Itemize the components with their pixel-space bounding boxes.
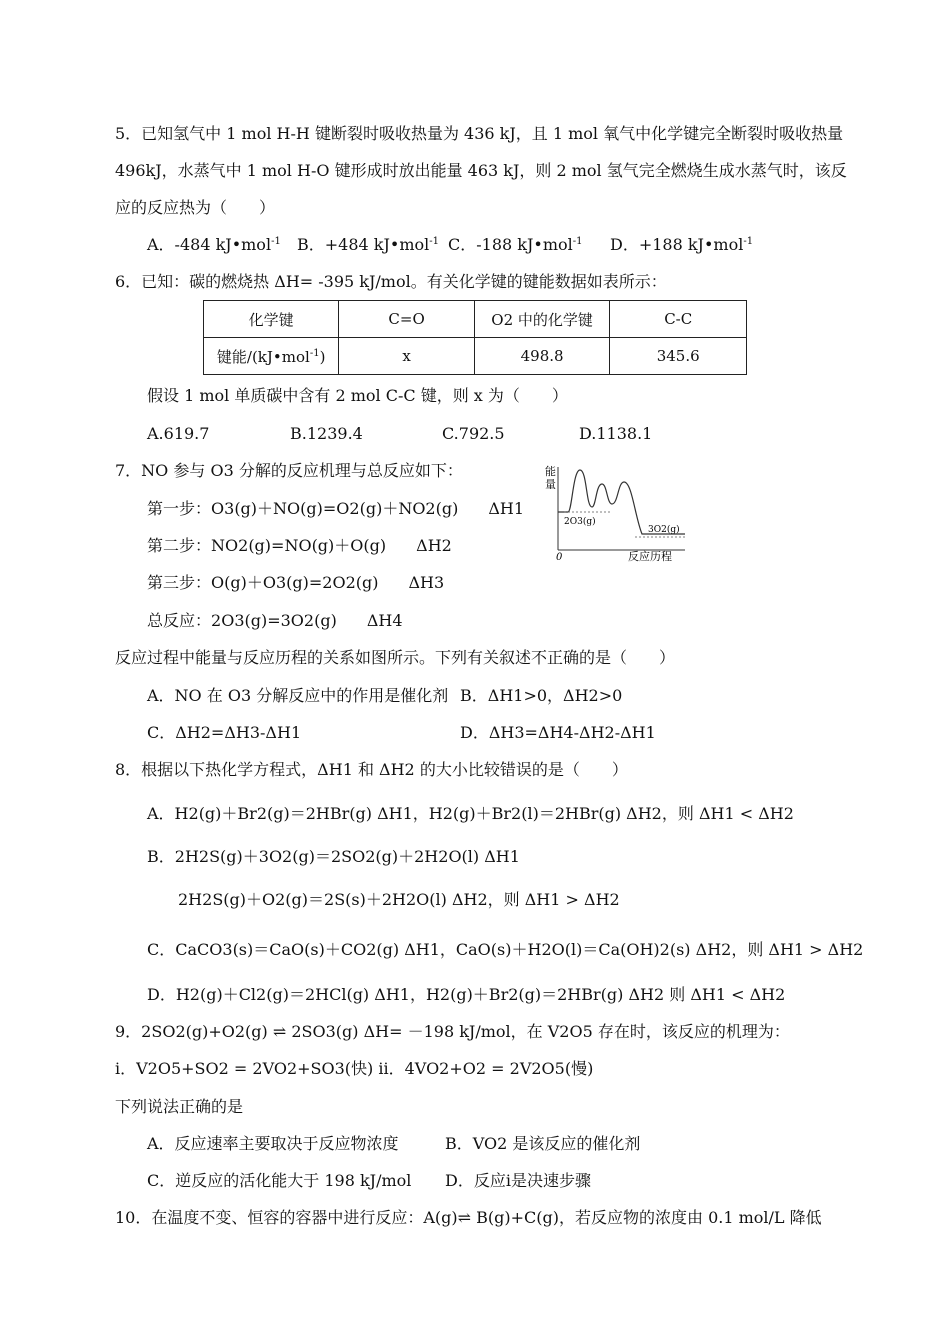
q5-line3: 应的反应热为（ ） — [115, 198, 276, 217]
q6-option-b: B.1239.4 — [290, 424, 363, 443]
table-row — [204, 338, 747, 375]
q6-line2: 假设 1 mol 单质碳中含有 2 mol C-C 键，则 x 为（ ） — [147, 386, 568, 405]
bond-energy-table — [203, 300, 747, 375]
q6-option-c: C.792.5 — [442, 424, 505, 443]
q9-option-b: B．VO2 是该反应的催化剂 — [445, 1134, 641, 1153]
q5-option-d: D．+188 kJ•mol$^{-1}$ — [610, 235, 754, 254]
q5-option-b: B．+484 kJ•mol$^{-1}$ — [297, 235, 440, 254]
q8-option-c: C．CaCO3(s)＝CaO(s)＋CO2(g) ΔH1，CaO(s)＋H2O(l)＝Ca(OH)2(s) ΔH2，则 ΔH1 > ΔH2 — [147, 940, 864, 959]
q9-option-c: C．逆反应的活化能大于 198 kJ/mol — [147, 1171, 412, 1190]
x-label: 反应历程 — [628, 550, 672, 562]
q9-line2: i．V2O5+SO2 = 2VO2+SO3(快) ii．4VO2+O2 = 2V2O5(慢) — [115, 1059, 594, 1078]
q5-line2: 496kJ，水蒸气中 1 mol H-O 键形成时放出能量 463 kJ，则 2 mol 氢气完全燃烧生成水蒸气时，该反 — [115, 161, 847, 180]
energy-profile-figure — [540, 462, 690, 562]
table-cell: x — [339, 338, 474, 375]
q9-option-a: A．反应速率主要取决于反应物浓度 — [147, 1134, 399, 1153]
q5-line1: 5．已知氢气中 1 mol H-H 键断裂时吸收热量为 436 kJ，且 1 mol 氧气中化学键完全断裂时吸收热量 — [115, 124, 844, 143]
q7-option-d: D．ΔH3=ΔH4-ΔH2-ΔH1 — [460, 723, 656, 742]
q7-line2: 反应过程中能量与反应历程的关系如图所示。下列有关叙述不正确的是（ ） — [115, 648, 676, 667]
q7-step-1: 第一步：O3(g)＋NO(g)=O2(g)＋NO2(g) ΔH1 — [147, 499, 525, 518]
q5-option-c: C．-188 kJ•mol$^{-1}$ — [448, 235, 583, 254]
q7-step-2: 第二步：NO2(g)=NO(g)＋O(g) ΔH2 — [147, 536, 452, 555]
q7-line1: 7．NO 参与 O3 分解的反应机理与总反应如下： — [115, 461, 463, 480]
table-row — [204, 301, 747, 338]
right-state-label: 3O2(g) — [648, 525, 680, 535]
q8-option-d: D．H2(g)＋Cl2(g)＝2HCl(g) ΔH1，H2(g)＋Br2(g)＝2HBr(g) ΔH2 则 ΔH1 < ΔH2 — [147, 985, 786, 1004]
table-cell: 键能/(kJ•mol$^{-1}$) — [204, 338, 339, 375]
q8-option-b-line2: 2H2S(g)＋O2(g)＝2S(s)＋2H2O(l) ΔH2，则 ΔH1 > ΔH2 — [178, 890, 620, 909]
table-cell: 345.6 — [610, 338, 747, 375]
q8-line1: 8．根据以下热化学方程式，ΔH1 和 ΔH2 的大小比较错误的是（ ） — [115, 760, 628, 779]
q7-step-3: 第三步：O(g)＋O3(g)=2O2(g) ΔH3 — [147, 573, 445, 592]
y-label-top: 能 — [545, 465, 556, 478]
q7-option-b: B．ΔH1>0，ΔH2>0 — [460, 686, 623, 705]
table-cell: C=O — [339, 301, 474, 338]
q7-option-a: A．NO 在 O3 分解反应中的作用是催化剂 — [147, 686, 449, 705]
energy-profile-svg — [540, 462, 690, 562]
origin-label: 0 — [556, 552, 563, 562]
table-cell: 498.8 — [474, 338, 610, 375]
q9-line3: 下列说法正确的是 — [115, 1097, 244, 1116]
y-label-bottom: 量 — [545, 478, 556, 491]
q5-option-a: A．-484 kJ•mol$^{-1}$ — [147, 235, 281, 254]
q7-step-total: 总反应：2O3(g)=3O2(g) ΔH4 — [147, 611, 403, 630]
q9-option-d: D．反应i是决速步骤 — [445, 1171, 591, 1190]
q6-option-d: D.1138.1 — [579, 424, 653, 443]
table-cell: O2 中的化学键 — [474, 301, 610, 338]
table-cell: C-C — [610, 301, 747, 338]
q6-option-a: A.619.7 — [147, 424, 210, 443]
q7-option-c: C．ΔH2=ΔH3-ΔH1 — [147, 723, 302, 742]
q6-line1: 6．已知：碳的燃烧热 ΔH= -395 kJ/mol。有关化学键的键能数据如表所示： — [115, 272, 667, 291]
left-state-label: 2O3(g) — [564, 517, 596, 527]
q10-line1: 10．在温度不变、恒容的容器中进行反应：A(g)⇌ B(g)+C(g)，若反应物的浓度由 0.1 mol/L 降低 — [115, 1208, 822, 1227]
q8-option-a: A．H2(g)＋Br2(g)＝2HBr(g) ΔH1，H2(g)＋Br2(l)＝2HBr(g) ΔH2，则 ΔH1 < ΔH2 — [147, 804, 794, 823]
q9-line1: 9．2SO2(g)+O2(g) ⇌ 2SO3(g) ΔH= －198 kJ/mol，在 V2O5 存在时，该反应的机理为： — [115, 1022, 790, 1041]
q8-option-b-line1: B．2H2S(g)＋3O2(g)＝2SO2(g)＋2H2O(l) ΔH1 — [147, 847, 520, 866]
table-cell: 化学键 — [204, 301, 339, 338]
